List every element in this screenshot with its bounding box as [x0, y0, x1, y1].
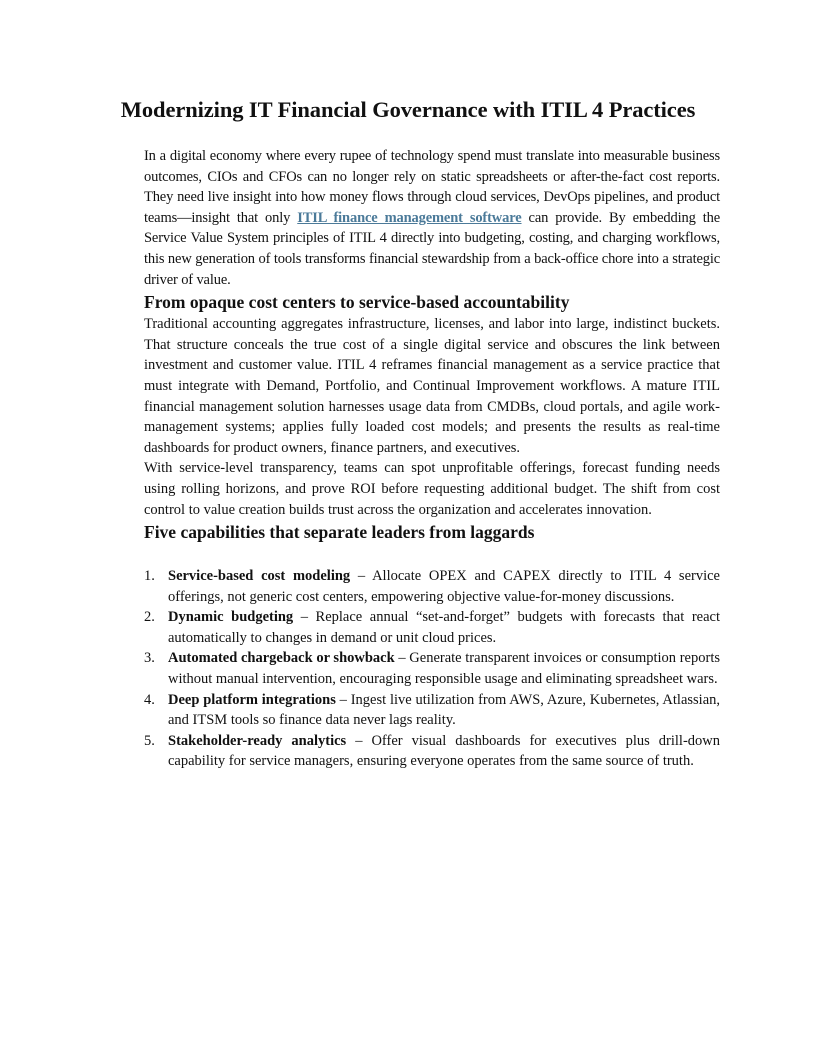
list-item-number: 4.	[144, 691, 155, 708]
intro-text-after-link: can provide. By embedding the Service Value System principles of ITIL 4 directly into budgeting, costing, and charging workflows, this new generation of tools transforms financial stewardship from a back-office chore into a strategic driver of value.	[144, 209, 720, 288]
list-item-number: 3.	[144, 650, 155, 667]
intro-text-before-link: In a digital economy where every rupee of technology spend must translate into measurable business outcomes, CIOs and CFOs can no longer rely on static spreadsheets or after-the-fact cost reports. They need live insight into how money flows through cloud services, DevOps pipelines, and product teams—insight that only	[144, 148, 720, 226]
list-item	[144, 690, 720, 731]
list-item-number: 5.	[144, 732, 155, 749]
list-item-term: Service-based cost modeling	[168, 568, 351, 585]
list-item-term: Deep platform integrations	[168, 691, 336, 708]
itil-finance-software-link[interactable]: ITIL finance management software	[297, 209, 522, 226]
list-item-number: 2.	[144, 609, 155, 626]
accountability-paragraph-1: Traditional accounting aggregates infrastructure, licenses, and labor into large, indistinct buckets. That structure conceals the true cost of a single digital service and obscures the link between investment and customer value. ITIL 4 reframes financial management as a service practice that must integrate with Demand, Portfolio, and Continual Improvement workflows. A mature ITIL financial management solution harnesses usage data from CMDBs, cloud portals, and agile work-management systems; applies fully loaded cost models; and presents the results as real-time dashboards for product owners, finance partners, and executives.	[144, 316, 720, 456]
list-item	[144, 607, 720, 648]
list-item	[144, 648, 720, 689]
list-item-description: – Ingest live utilization from AWS, Azure, Kubernetes, Atlassian, and ITSM tools so finance data never lags reality.	[168, 691, 721, 729]
list-item-number: 1.	[144, 568, 155, 585]
intro-paragraph	[144, 146, 720, 290]
list-item-term: Stakeholder-ready analytics	[168, 732, 347, 749]
section-heading-accountability: From opaque cost centers to service-based accountability	[144, 292, 570, 313]
list-item-description: – Offer visual dashboards for executives plus drill-down capability for service managers, ensuring everyone operates from the same source of truth.	[168, 732, 720, 770]
list-item-description: – Allocate OPEX and CAPEX directly to ITIL 4 service offerings, not generic cost centers, empowering objective value-for-money discussions.	[168, 568, 720, 605]
list-item	[144, 731, 720, 772]
capabilities-list	[144, 566, 720, 772]
accountability-paragraph-2: With service-level transparency, teams can spot unprofitable offerings, forecast funding needs using rolling horizons, and prove ROI before requesting additional budget. The shift from cost control to value creation builds trust across the organization and accelerates innovation.	[144, 460, 720, 518]
document-body	[144, 146, 720, 772]
list-item	[144, 566, 720, 607]
list-item-term: Automated chargeback or showback	[168, 650, 395, 667]
list-item-description: – Replace annual “set-and-forget” budgets with forecasts that react automatically to changes in demand or unit cloud prices.	[168, 609, 720, 646]
document-title: Modernizing IT Financial Governance with ITIL 4 Practices	[120, 97, 696, 122]
list-item-description: – Generate transparent invoices or consumption reports without manual intervention, encouraging responsible usage and eliminating spreadsheet wars.	[168, 650, 720, 688]
section-heading-capabilities: Five capabilities that separate leaders from laggards	[144, 522, 535, 543]
list-item-term: Dynamic budgeting	[168, 609, 294, 626]
